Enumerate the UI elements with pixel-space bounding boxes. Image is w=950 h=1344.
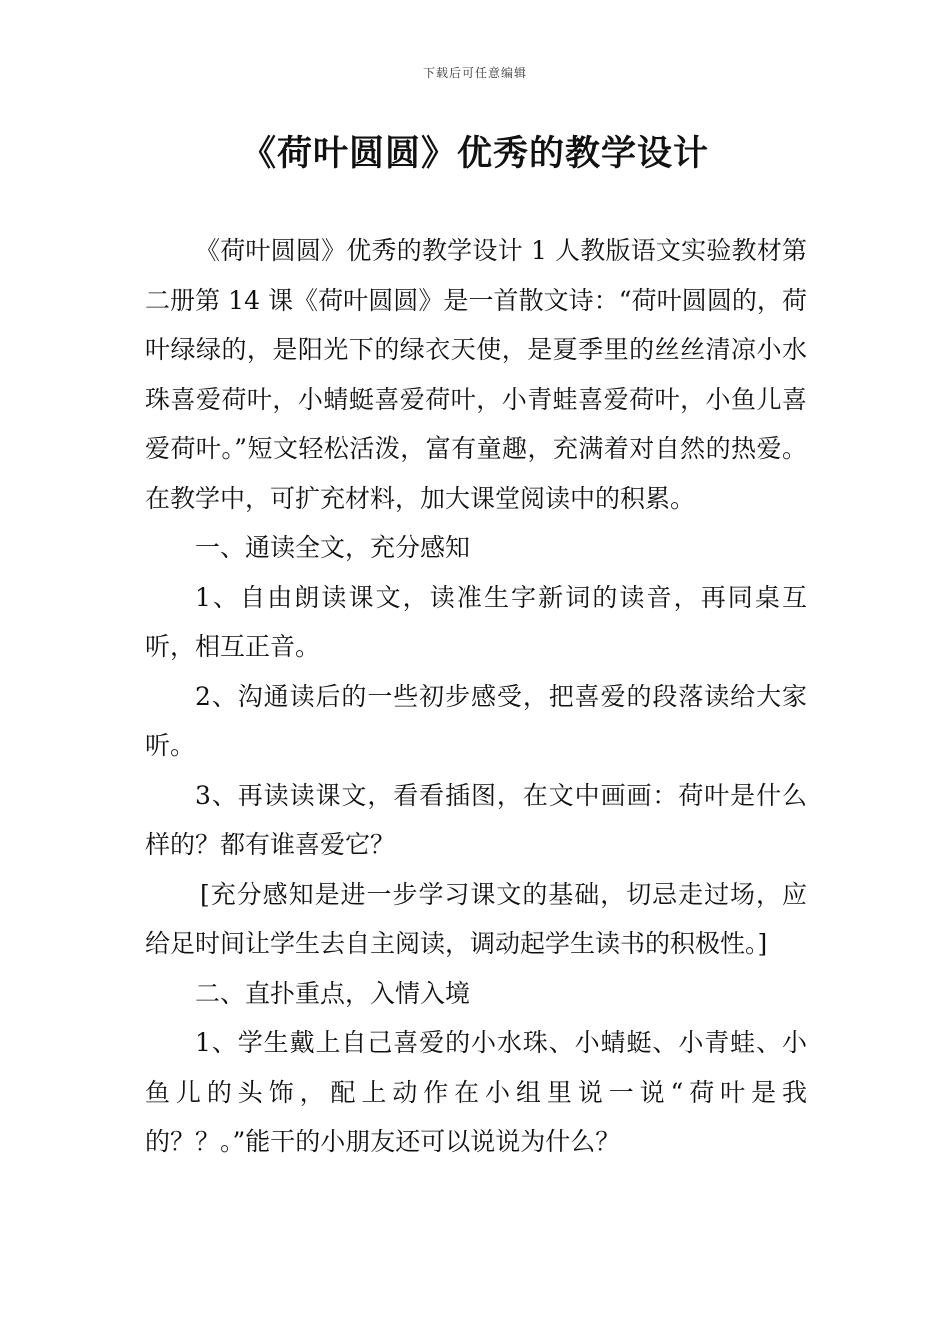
section-heading-2: 二、直扑重点，入情入境 [195,978,471,1008]
intro-paragraph: 《荷叶圆圆》优秀的教学设计 1 人教版语文实验教材第二册第 14 课《荷叶圆圆》是一首散文诗：“荷叶圆圆的，荷叶绿绿的，是阳光下的绿衣天使，是夏季里的丝丝清凉小水珠喜爱荷叶，小蜻蜓喜爱荷叶，小青蛙喜爱荷叶，小鱼儿喜爱荷叶。”短文轻松活泼，富有童趣，充满着对自然的热爱。在教学中，可扩充材料，加大课堂阅读中的积累。 [145,236,807,513]
section-heading-1: 一、通读全文，充分感知 [195,533,471,562]
step-paragraph-4: 1、学生戴上自己喜爱的小水珠、小蜻蜓、小青蛙、小鱼儿的头饰，配上动作在小组里说一说“荷叶是我的？？。”能干的小朋友还可以说说为什么？ [145,1028,807,1156]
download-note: 下载后可任意编辑 [422,66,527,80]
document-body [145,226,807,1167]
step-paragraph-1: 1、自由朗读课文，读准生字新词的读音，再同桌互听，相互正音。 [145,582,807,661]
teaching-note: [充分感知是进一步学习课文的基础，切忌走过场，应给足时间让学生去自主阅读，调动起学生读书的积极性。] [145,879,807,958]
step-paragraph-2: 2、沟通读后的一些初步感受，把喜爱的段落读给大家听。 [145,681,807,760]
document-title: 《荷叶圆圆》优秀的教学设计 [240,134,709,174]
step-paragraph-3: 3、再读读课文，看看插图，在文中画画：荷叶是什么样的？都有谁喜爱它？ [145,780,807,859]
